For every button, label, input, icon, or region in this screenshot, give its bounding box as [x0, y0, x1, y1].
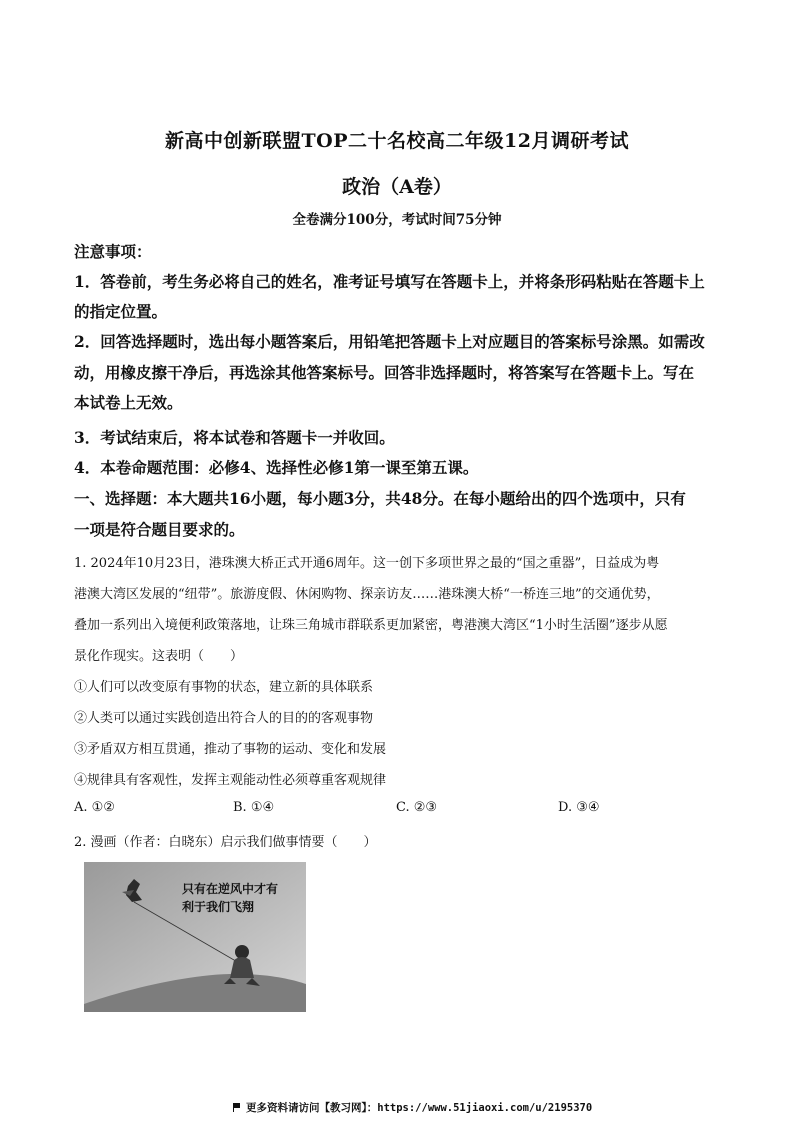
q1-statement: ④规律具有客观性，发挥主观能动性必须尊重客观规律 [74, 773, 387, 788]
q1-option-a: A. ①② [74, 800, 115, 815]
section-heading: 一、选择题：本大题共16小题，每小题3分，共48分。在每小题给出的四个选项中，只有 [74, 489, 686, 508]
q1-option-c: C. ②③ [396, 800, 438, 815]
q1-option-d: D. ③④ [558, 800, 600, 815]
q1-option-b: B. ①④ [233, 800, 275, 815]
q1-statement: ①人们可以改变原有事物的状态，建立新的具体联系 [74, 680, 374, 695]
notice-line: 动，用橡皮擦干净后，再选涂其他答案标号。回答非选择题时，将答案写在答题卡上。写在 [74, 363, 695, 382]
footer-link[interactable] [233, 1100, 592, 1115]
q1-stem-line: 1. 2024年10月23日，港珠澳大桥正式开通6周年。这一创下多项世界之最的“国之重器”，日益成为粤 [74, 556, 660, 571]
notice-line: 本试卷上无效。 [74, 393, 183, 412]
section-heading: 一项是符合题目要求的。 [74, 520, 245, 539]
notice-line: 4．本卷命题范围：必修4、选择性必修1第一课至第五课。 [74, 458, 479, 477]
exam-subtitle: 政治（A卷） [342, 176, 452, 198]
notice-line: 3．考试结束后，将本试卷和答题卡一并收回。 [74, 428, 395, 447]
q1-statement: ②人类可以通过实践创造出符合人的目的的客观事物 [74, 711, 374, 726]
notice-heading: 注意事项： [74, 242, 152, 261]
comic-image [84, 862, 306, 1012]
footer-text: 更多资料请访问【教习网】：https://www.51jiaoxi.com/u/2195370 [246, 1102, 593, 1114]
notice-line: 1．答卷前，考生务必将自己的姓名，准考证号填写在答题卡上，并将条形码粘贴在答题卡上 [74, 272, 705, 291]
q1-stem-line: 景化作现实。这表明（ ） [74, 649, 244, 664]
comic-caption-line: 只有在逆风中才有 [182, 882, 279, 896]
q1-stem-line: 港澳大湾区发展的“纽带”。旅游度假、休闲购物、探亲访友……港珠澳大桥“一桥连三地”的交通优势， [74, 587, 660, 602]
q1-stem-line: 叠加一系列出入境便利政策落地，让珠三角城市群联系更加紧密，粤港澳大湾区“1小时生活圈”逐步从愿 [74, 618, 668, 633]
notice-line: 的指定位置。 [74, 302, 168, 321]
score-time: 全卷满分100分，考试时间75分钟 [292, 212, 502, 228]
notice-line: 2．回答选择题时，选出每小题答案后，用铅笔把答题卡上对应题目的答案标号涂黑。如需改 [74, 332, 705, 351]
exam-title: 新高中创新联盟TOP二十名校高二年级12月调研考试 [165, 130, 629, 152]
q1-statement: ③矛盾双方相互贯通，推动了事物的运动、变化和发展 [74, 742, 387, 757]
comic-caption-line: 利于我们飞翔 [182, 900, 255, 914]
q2-stem: 2. 漫画（作者：白晓东）启示我们做事情要（ ） [74, 835, 377, 850]
flag-icon [233, 1103, 242, 1112]
